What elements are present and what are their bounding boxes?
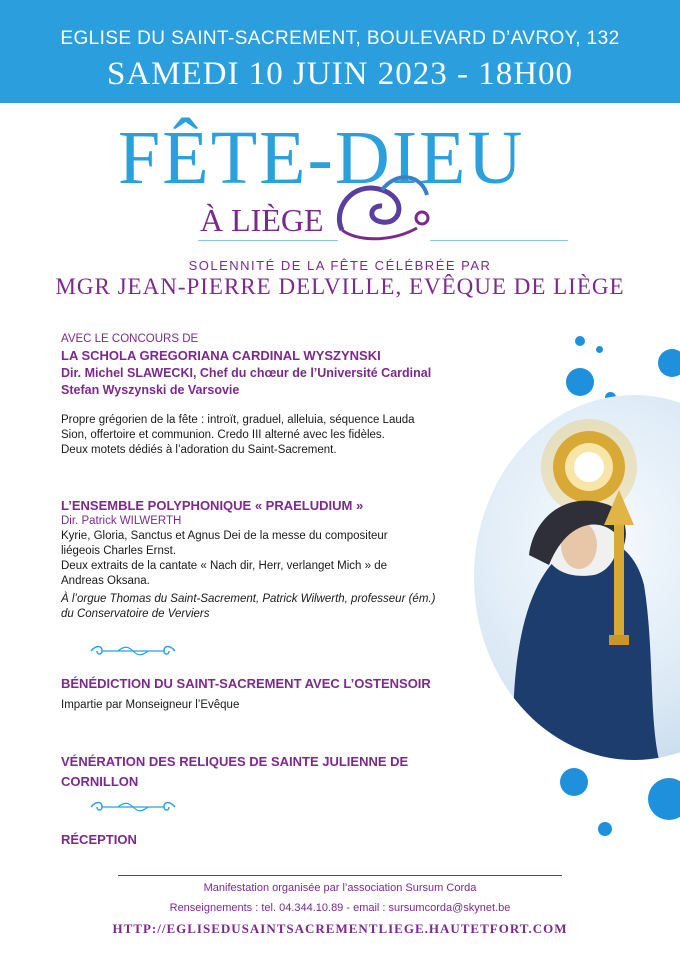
reception-section [61,832,501,847]
schola-section [61,333,501,458]
decor-dot [598,822,612,836]
schola-intro-label: AVEC LE CONCOURS DE [61,333,199,345]
decor-dot [566,368,594,396]
ensemble-program-line2: liégeois Charles Ernst. [61,545,177,557]
schola-program-line3: Deux motets dédiés à l’adoration du Saint-Sacrement. [61,444,337,456]
decor-dot [658,349,680,377]
ensemble-section [61,498,501,622]
benediction-section [61,676,501,713]
decor-dot [560,768,588,796]
event-date: SAMEDI 10 JUIN 2023 - 18H00 [106,56,574,92]
footer-rule [118,875,562,876]
celebration-line: SOLENNITÉ DE LA FÊTE CÉLÉBRÉE PAR [188,258,492,273]
website-link[interactable]: HTTP://EGLISEDUSAINTSACREMENTLIEGE.HAUTETFORT.COM [112,921,568,936]
reception-title: RÉCEPTION [61,832,137,847]
ensemble-director: Dir. Patrick WILWERTH [61,515,182,527]
ensemble-program-line3: Deux extraits de la cantate « Nach dir, Herr, verlanget Mich » de [61,560,387,572]
venue-address: EGLISE DU SAINT-SACREMENT, BOULEVARD D’AVROY, 132 [60,28,620,49]
saint-juliana-monstrance-illustration [474,395,680,760]
ornament-divider-icon [88,643,178,659]
ensemble-program-line4: Andreas Oksana. [61,575,150,587]
schola-name: LA SCHOLA GREGORIANA CARDINAL WYSZYNSKI [61,348,381,363]
contact-line: Renseignements : tel. 04.344.10.89 - email : sursumcorda@skynet.be [169,902,511,914]
decor-dot [596,346,603,353]
veneration-line2: CORNILLON [61,774,139,789]
schola-director-line1: Dir. Michel SLAWECKI, Chef du chœur de l’Université Cardinal [61,366,432,380]
decor-dot [575,336,585,346]
veneration-line1: VÉNÉRATION DES RELIQUES DE SAINTE JULIENNE DE [61,754,409,769]
organizer-line: Manifestation organisée par l’association Sursum Corda [203,882,477,894]
title-rule-left [198,240,338,241]
organist-line2: du Conservatoire de Verviers [61,608,210,620]
saint-juliana-illustration [474,395,680,760]
celebrant-line: MGR JEAN-PIERRE DELVILLE, EVÊQUE DE LIÈGE [55,274,625,299]
ensemble-name: L’ENSEMBLE POLYPHONIQUE « PRAELUDIUM » [61,498,364,513]
title-rule-right [430,240,568,241]
benediction-text: Impartie par Monseigneur l’Evêque [61,699,240,711]
main-title: FÊTE-DIEU [118,116,525,200]
title-subtitle: À LIÈGE [200,202,324,238]
ensemble-program-line1: Kyrie, Gloria, Sanctus et Agnus Dei de la messe du compositeur [61,530,388,542]
benediction-title: BÉNÉDICTION DU SAINT-SACREMENT AVEC L’OSTENSOIR [61,676,431,691]
organist-line1: À l’orgue Thomas du Saint-Sacrement, Patrick Wilwerth, professeur (ém.) [61,593,436,605]
header-band [0,0,680,103]
schola-director-line2: Stefan Wyszynski de Varsovie [61,383,240,397]
veneration-section [61,752,501,792]
schola-program-line2: Sion, offertoire et communion. Credo III alterné avec les fidèles. [61,429,385,441]
schola-program-line1: Propre grégorien de la fête : introït, graduel, alleluia, séquence Lauda [61,414,415,426]
decor-dot [648,778,680,820]
flourish-ornament-icon [322,150,442,245]
ornament-divider-icon [88,799,178,815]
